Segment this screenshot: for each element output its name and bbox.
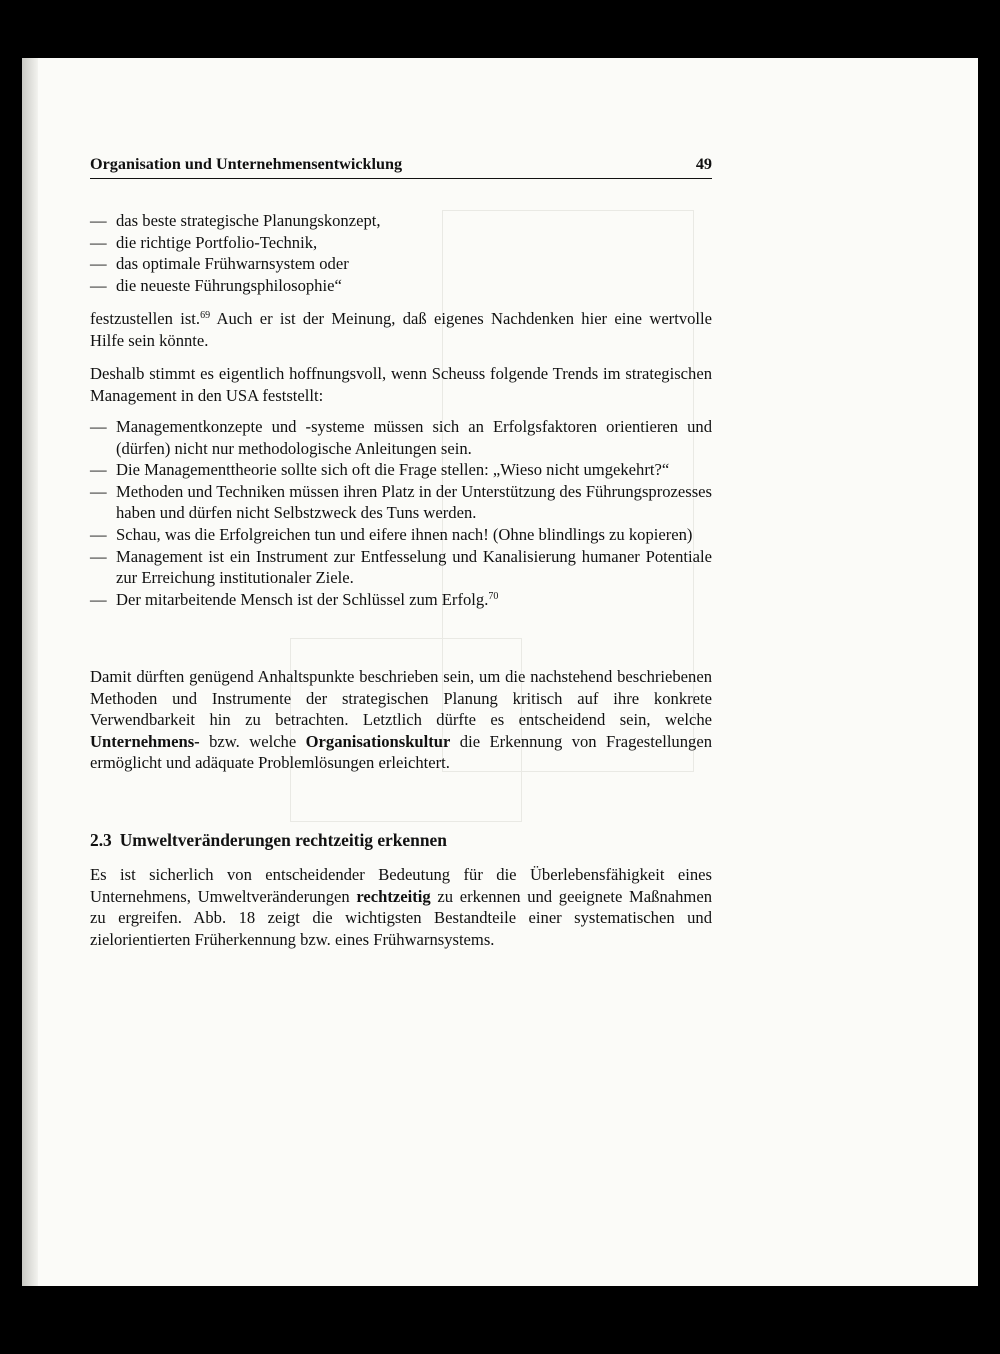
list-item: — Managementkonzepte und -systeme müssen sich an Erfolgsfaktoren orientieren und (dürfen) nicht nur methodologische Anleitungen sein.	[90, 416, 712, 459]
list-item: — das beste strategische Planungskonzept,	[90, 210, 712, 232]
section-heading	[90, 830, 712, 852]
paragraph-4	[90, 864, 712, 950]
paragraph-text: festzustellen ist.	[90, 309, 201, 328]
list-item: — die richtige Portfolio-Technik,	[90, 232, 712, 254]
section-title: Umweltveränderungen rechtzeitig erkennen	[119, 830, 447, 850]
paragraph-2: Deshalb stimmt es eigentlich hoffnungsvoll, wenn Scheuss folgende Trends im strategischen Management in den USA feststellt:	[90, 364, 712, 405]
list-item: — Die Managementtheorie sollte sich oft die Frage stellen: „Wieso nicht umgekehrt?“	[90, 459, 712, 481]
footnote-ref-69: 69	[200, 310, 211, 321]
paragraph-text: bzw. welche	[199, 731, 306, 751]
quote-list	[90, 210, 712, 296]
running-header	[90, 154, 712, 179]
list-item: — Schau, was die Erfolgreichen tun und eifere ihnen nach! (Ohne blindlings zu kopieren)	[90, 524, 712, 546]
footnote-ref-70: 70	[488, 590, 499, 602]
bold-term: Unternehmens-	[90, 731, 200, 751]
list-item: — Methoden und Techniken müssen ihren Platz in der Unterstützung des Führungsprozesses haben und dürfen nicht Selbstzweck des Tuns werden.	[90, 481, 712, 524]
running-title: Organisation und Unternehmensentwicklung	[90, 155, 403, 173]
paragraph-1	[90, 308, 712, 351]
paragraph-text: zu erkennen und geeignete Maßnahmen zu ergreifen. Abb. 18 zeigt die wichtigsten Bestandteile einer systematischen und zielorientierten Früherkennung bzw. eines Frühwarnsystems.	[90, 886, 712, 949]
paragraph-text: die Erkennung von Fragestellungen ermöglicht und adäquate Problemlösungen erleichtert.	[90, 731, 712, 773]
bold-term: Organisationskultur	[305, 731, 451, 751]
list-item-text: Der mitarbeitende Mensch ist der Schlüssel zum Erfolg.	[116, 589, 489, 609]
page-number: 49	[695, 155, 712, 173]
list-item	[90, 589, 712, 611]
paragraph-text: Auch er ist der Meinung, daß eigenes Nachdenken hier eine wertvolle Hilfe sein könnte.	[90, 309, 712, 350]
list-item: — die neueste Führungsphilosophie“	[90, 275, 712, 297]
book-page	[22, 58, 978, 1286]
list-item: — das optimale Frühwarnsystem oder	[90, 253, 712, 275]
bold-term: rechtzeitig	[356, 886, 431, 906]
paragraph-3	[90, 666, 712, 774]
list-item: — Management ist ein Instrument zur Entfesselung und Kanalisierung humaner Potentiale zur Erreichung institutionaler Ziele.	[90, 546, 712, 589]
paragraph-text: Es ist sicherlich von entscheidender Bedeutung für die Überlebensfähigkeit eines Unternehmens, Umweltveränderungen	[90, 865, 712, 906]
paragraph-text: Damit dürften genügend Anhaltspunkte beschrieben sein, um die nachstehend beschriebenen Methoden und Instrumente der strategischen Planung kritisch auf ihre konkrete Verwendbarkeit hin zu betrachten. Letztlich dürfte es entscheidend sein, welche	[90, 667, 712, 730]
trends-list	[90, 416, 712, 610]
section-number: 2.3	[90, 830, 112, 850]
page-gutter-shadow	[22, 58, 38, 1286]
